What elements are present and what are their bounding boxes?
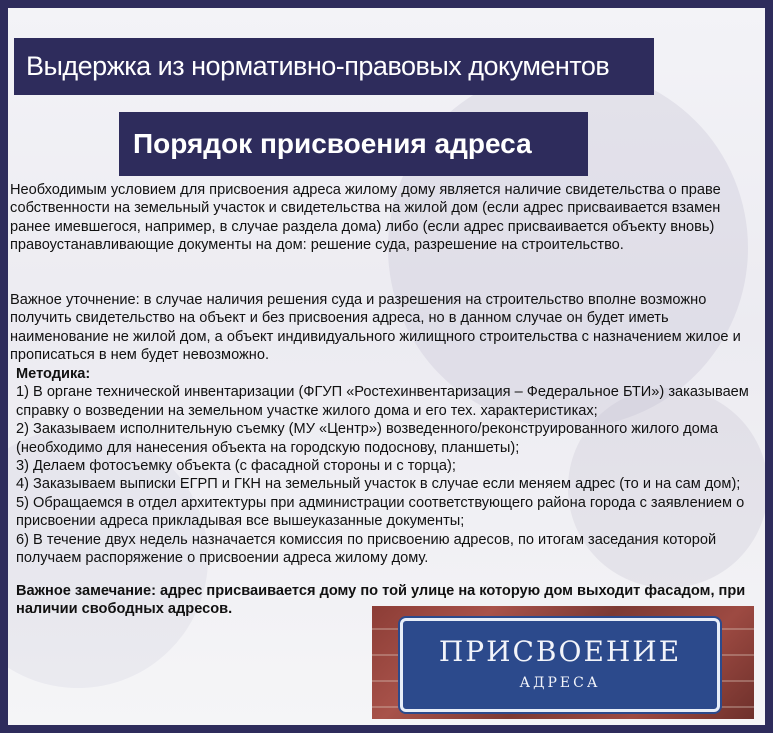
method-section: [16, 365, 756, 567]
address-sign-image: [372, 606, 754, 719]
street-sign: [400, 618, 720, 712]
method-step: 4) Заказываем выписки ЕГРП и ГКН на земельный участок в случае если меняем адрес (то и на сам дом);: [16, 476, 741, 493]
section-title: Порядок присвоения адреса: [119, 112, 588, 176]
method-step: 2) Заказываем исполнительную съемку (МУ «Центр») возведенного/реконструированного жилого дома (необходимо для нанесения объекта на городскую подоснову, планшеты);: [16, 421, 718, 456]
paragraph-conditions: Необходимым условием для присвоения адреса жилому дому является наличие свидетельства о праве собственности на земельный участок и свидетельства на жилой дом (если адрес присваивается взамен ранее имевшегося, например, в случае раздела дома) либо (если адрес присваивается объекту вновь) правоустанавливающие документы на дом: решение суда, разрешение на строительство.: [10, 182, 721, 253]
important-note: Важное замечание: адрес присваивается дому по той улице на которую дом выходит фасадом, при наличии свободных адресов.: [16, 583, 746, 618]
paragraph-clarification: Важное уточнение: в случае наличия решения суда и разрешения на строительство вполне возможно получить свидетельство на объект и без присвоения адреса, но в данном случае он будет иметь наименование не жилой дом, а объект индивидуального жилищного строительства с назначением жилое и прописаться в нем будет невозможно.: [10, 292, 741, 363]
sign-title: ПРИСВОЕНИЕ: [438, 635, 682, 668]
method-step: 5) Обращаемся в отдел архитектуры при администрации соответствующего района города с заявлением о присвоении адреса прикладывая все вышеуказанные документы;: [16, 494, 745, 530]
method-step: 3) Делаем фотосъемку объекта (с фасадной стороны и с торца);: [16, 458, 456, 475]
method-step: 1) В органе технической инвентаризации (ФГУП «Ростехинвентаризация – Федеральное БТИ») заказываем справку о возведении на земельном участке жилого дома и его тех. характеристиках;: [16, 384, 749, 419]
header-title: Выдержка из нормативно-правовых документов: [14, 38, 654, 95]
method-step: 6) В течение двух недель назначается комиссия по присвоению адресов, по итогам заседания которой получаем распоряжение о присвоении адреса жилому дому.: [16, 531, 717, 567]
sign-subtitle: АДРЕСА: [519, 675, 601, 691]
slide: [8, 8, 765, 725]
method-label: Методика:: [16, 366, 91, 382]
